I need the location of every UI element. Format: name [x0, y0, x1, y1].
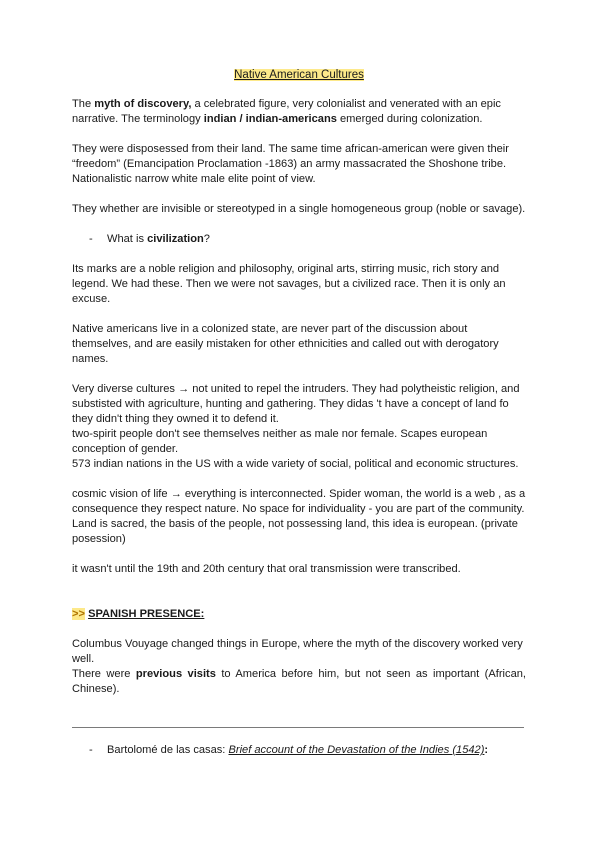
bold-term-previous-visits: previous visits: [135, 668, 216, 680]
paragraph-dispossessed: They were disposessed from their land. The same time african-american were given their “freedom” (Emancipation Proclamation -1863) an army massacrated the Shoshone tribe. Nationalistic narrow white male elite point of view.: [72, 143, 509, 185]
bullet-civilization: [72, 232, 526, 247]
paragraph-nations: 573 indian nations in the US with a wide variety of social, political and economic structures.: [72, 458, 519, 470]
text-run: to America before him, but not seen as important (African, Chinese).: [72, 668, 526, 695]
paragraph-oral-transmission: it wasn't until the 19th and 20th century that oral transmission were transcribed.: [72, 563, 461, 575]
text-run: a celebrated figure, very colonialist and venerated with an epic narrative. The terminology: [72, 98, 501, 125]
text-run: What is: [107, 233, 148, 245]
text-run: ?: [203, 233, 210, 245]
bold-term-myth: myth of discovery,: [94, 98, 192, 110]
paragraph-diverse-cultures: Very diverse cultures → not united to repel the intruders. They had polytheistic religion, and substisted with agriculture, hunting and gathering. They didas 't have a concept of land fo they didn't thing they owned it to defend it.: [72, 383, 520, 425]
title-text: Native American Cultures: [234, 69, 364, 81]
section-heading-spanish: [72, 607, 526, 622]
text-run: emerged during colonization.: [336, 113, 483, 125]
bullet-dash: -: [89, 233, 93, 245]
paragraph-myth: [72, 97, 526, 127]
paragraph-cosmic-vision: cosmic vision of life → everything is interconnected. Spider woman, the world is a web , as a consequence they respect nature. No space for individuality - you are part of the community. Land is sacred, the basis of the people, not possessing land, this idea is european. (private posession): [72, 488, 526, 545]
paragraph-columbus: Columbus Vouyage changed things in Europe, where the myth of the discovery worked very well.: [72, 638, 523, 665]
section-marker: >>: [72, 608, 85, 620]
paragraph-invisible: They whether are invisible or stereotyped in a single homogeneous group (noble or savage).: [72, 203, 526, 215]
bullet-las-casas: [72, 743, 526, 758]
book-title-reference: Brief account of the Devastation of the Indies (1542): [228, 744, 485, 756]
bullet-dash: -: [89, 744, 93, 756]
page-title: [72, 68, 526, 83]
paragraph-previous-visits: [72, 667, 526, 697]
section-label: SPANISH PRESENCE:: [88, 608, 205, 620]
text-run: Bartolomé de las casas:: [107, 744, 229, 756]
text-run: :: [484, 744, 489, 756]
paragraph-two-spirit: two-spirit people don't see themselves neither as male nor female. Scapes european conception of gender.: [72, 428, 488, 455]
text-run: There were: [72, 668, 136, 680]
text-run: The: [72, 98, 95, 110]
bold-term-civilization: civilization: [147, 233, 204, 245]
paragraph-marks: Its marks are a noble religion and philosophy, original arts, stirring music, rich story and legend. We had these. Then we were not savages, but a civilized race. Then it is only an excuse.: [72, 263, 506, 305]
bold-term-indian: indian / indian-americans: [203, 113, 337, 125]
paragraph-colonized: Native americans live in a colonized state, are never part of the discussion about themselves, and are easily mistaken for other ethnicities and called out with derogatory names.: [72, 323, 499, 365]
